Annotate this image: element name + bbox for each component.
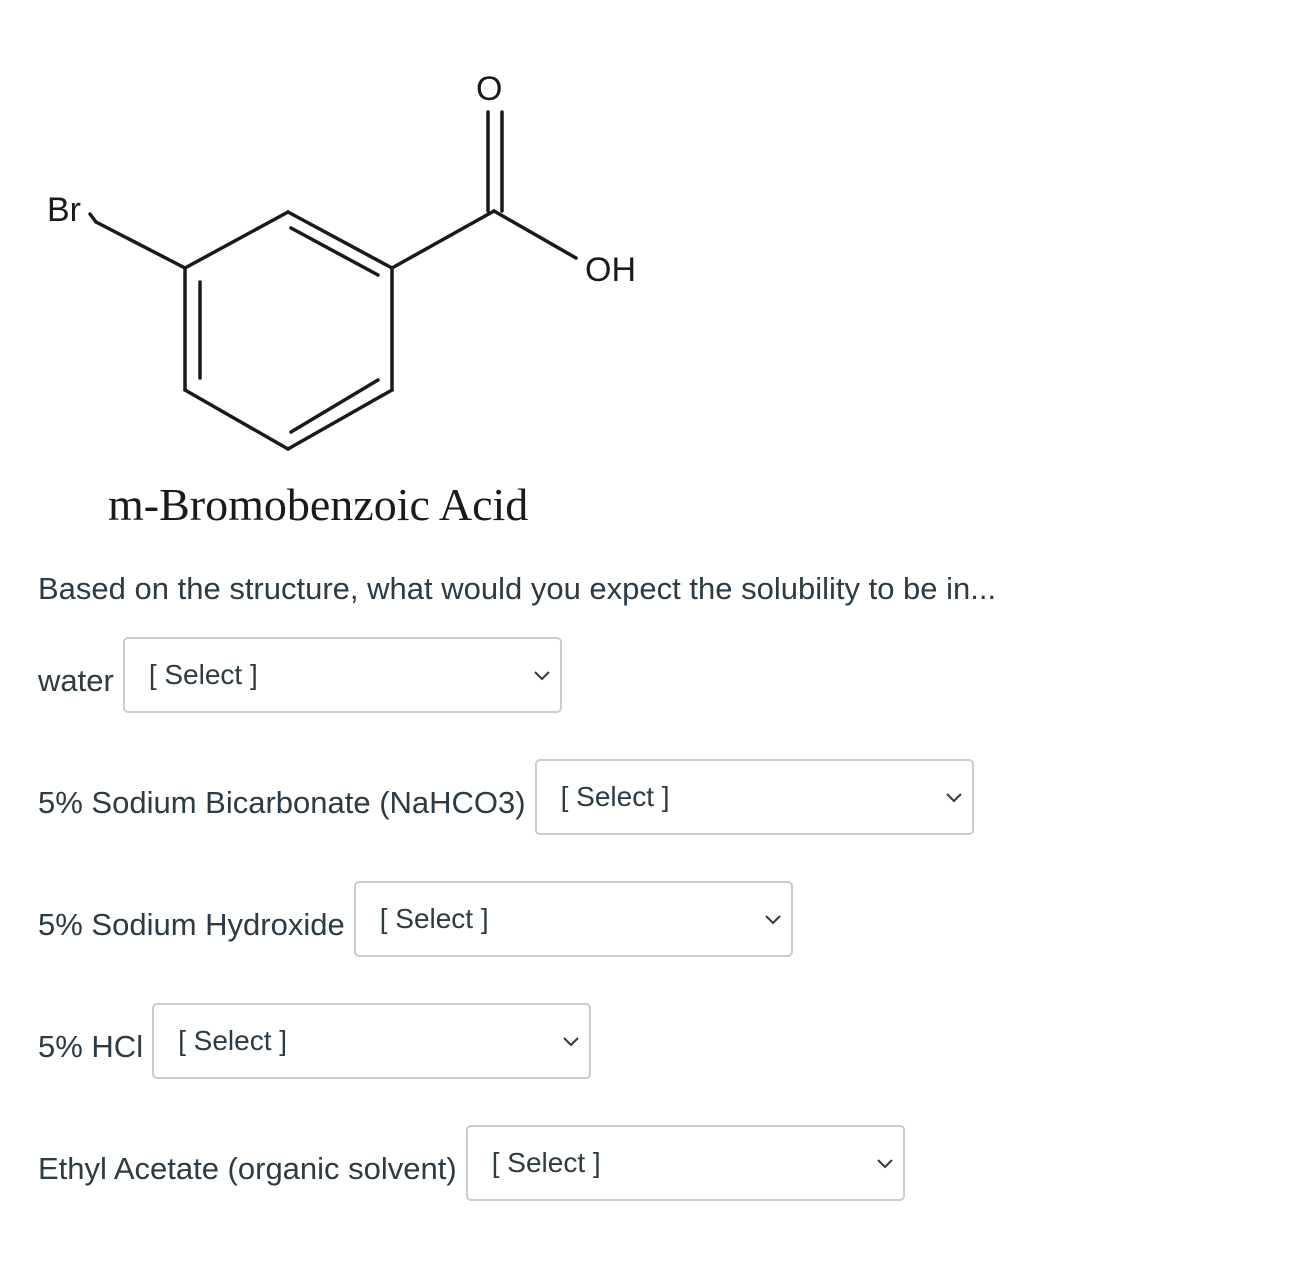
solvent-label: water	[38, 663, 114, 698]
ring-bond	[185, 390, 288, 449]
ring-bond	[288, 212, 392, 268]
solvent-row-ethyl-acetate	[38, 1125, 905, 1201]
solvent-label: 5% Sodium Bicarbonate (NaHCO3)	[38, 785, 526, 820]
molecule-structure	[0, 0, 700, 470]
select-value: [ Select ]	[491, 1147, 601, 1178]
bromine-label: Br	[47, 191, 81, 229]
chevron-down-icon	[763, 911, 783, 927]
select-value: [ Select ]	[379, 903, 489, 934]
ring-bond	[185, 212, 288, 268]
solvent-label: Ethyl Acetate (organic solvent)	[38, 1151, 457, 1186]
compound-name: m-Bromobenzoic Acid	[108, 479, 529, 530]
select-value: [ Select ]	[148, 659, 258, 690]
solubility-select-ethyl-acetate[interactable]	[466, 1125, 905, 1201]
solvent-row-hydroxide	[38, 881, 793, 957]
chevron-down-icon	[944, 789, 964, 805]
c-br-bond	[96, 222, 185, 268]
solvent-row-water	[38, 637, 562, 713]
question-prompt: Based on the structure, what would you expect the solubility to be in...	[38, 571, 997, 606]
c-c-bond	[392, 211, 494, 268]
ring-bond	[288, 390, 392, 449]
solvent-label: 5% HCl	[38, 1029, 144, 1064]
chevron-down-icon	[875, 1155, 895, 1171]
oxygen-label: O	[476, 70, 503, 108]
chevron-down-icon	[532, 667, 552, 683]
solubility-select-bicarbonate[interactable]	[535, 759, 974, 835]
select-value: [ Select ]	[178, 1025, 288, 1056]
solubility-select-water[interactable]	[123, 637, 562, 713]
select-value: [ Select ]	[560, 781, 670, 812]
hydroxyl-label: OH	[585, 251, 636, 289]
c-br-bond	[90, 214, 96, 222]
solubility-select-hydroxide[interactable]	[354, 881, 793, 957]
solvent-row-bicarbonate	[38, 759, 974, 835]
solubility-select-hcl[interactable]	[152, 1003, 591, 1079]
solvent-label: 5% Sodium Hydroxide	[38, 907, 345, 942]
solvent-row-hcl	[38, 1003, 591, 1079]
c-oh-bond	[494, 211, 576, 258]
molecule-drawing	[0, 0, 700, 470]
chevron-down-icon	[561, 1033, 581, 1049]
